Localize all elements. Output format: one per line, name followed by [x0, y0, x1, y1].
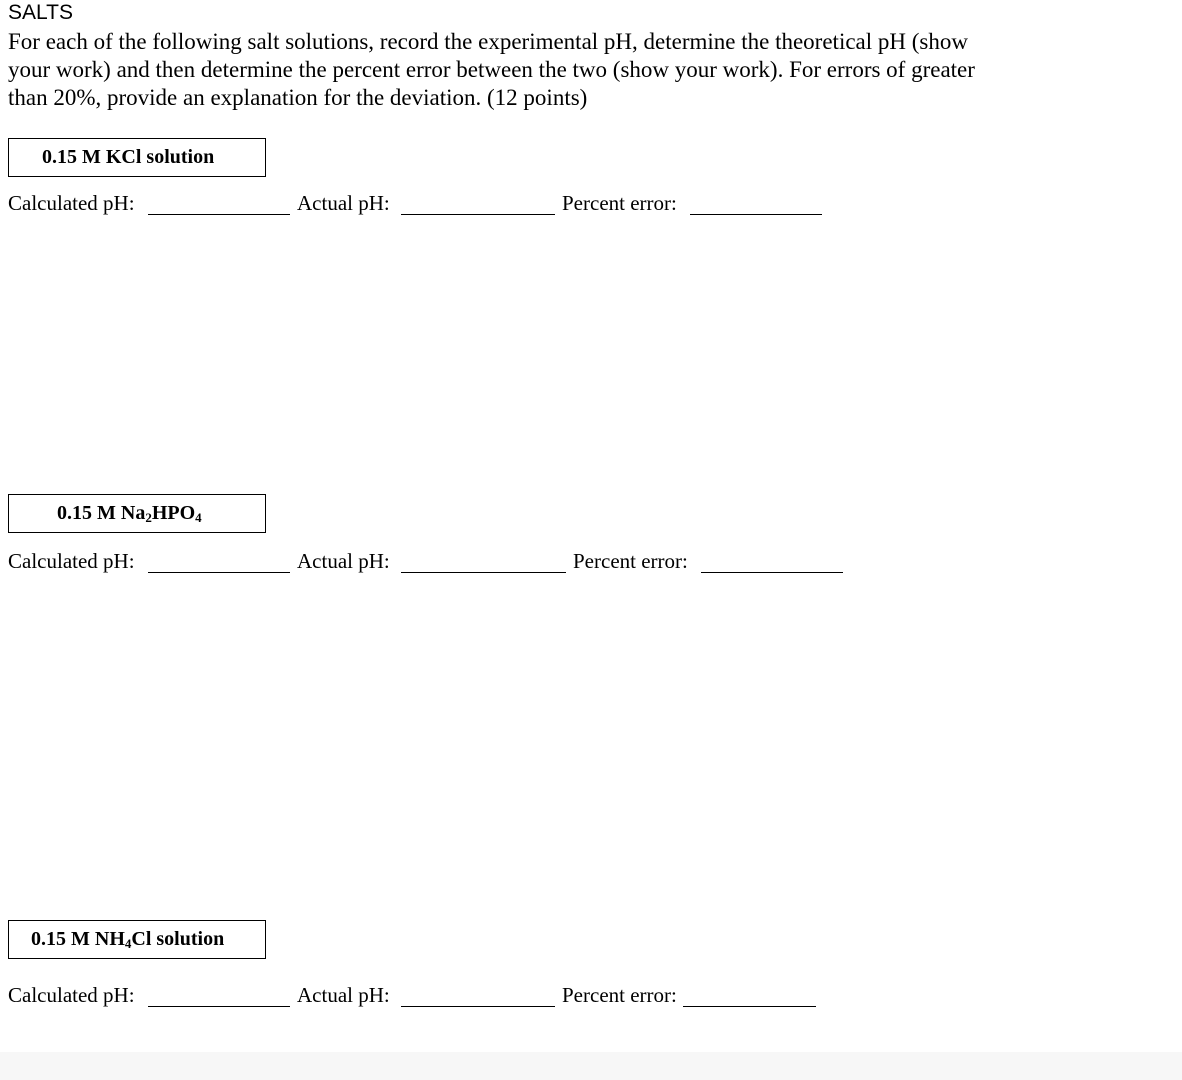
answer-row-na2hpo4 — [0, 548, 1182, 578]
answer-row-kcl — [0, 190, 1182, 220]
page-bottom-strip — [0, 1052, 1182, 1080]
percent-error-label: Percent error: — [562, 191, 677, 215]
actual-ph-blank-nh4cl[interactable] — [401, 1006, 555, 1007]
calculated-ph-blank-kcl[interactable] — [148, 214, 290, 215]
instructions-line-1: For each of the following salt solutions, record the experimental pH, determine the theoretical pH (show — [8, 29, 968, 54]
instructions-line-2: your work) and then determine the percent error between the two (show your work). For errors of greater — [8, 57, 975, 82]
instructions-line-3: than 20%, provide an explanation for the deviation. (12 points) — [8, 85, 588, 110]
actual-ph-blank-na2hpo4[interactable] — [401, 572, 566, 573]
percent-error-label: Percent error: — [573, 549, 688, 573]
percent-error-label: Percent error: — [562, 983, 677, 1007]
solution-title-box-kcl — [8, 138, 266, 177]
section-heading: SALTS — [8, 1, 73, 24]
solution-title-box-na2hpo4 — [8, 494, 266, 533]
solution-title-box-nh4cl — [8, 920, 266, 959]
instructions-paragraph — [8, 28, 1068, 112]
answer-row-nh4cl — [0, 982, 1182, 1012]
calculated-ph-label: Calculated pH: — [8, 983, 135, 1007]
calculated-ph-blank-nh4cl[interactable] — [148, 1006, 290, 1007]
solution-title-kcl: 0.15 M KCl solution — [42, 146, 215, 168]
calculated-ph-blank-na2hpo4[interactable] — [148, 572, 290, 573]
actual-ph-label: Actual pH: — [297, 549, 390, 573]
calculated-ph-label: Calculated pH: — [8, 549, 135, 573]
solution-title-na2hpo4: 0.15 M $Na_2HPO_4$ — [57, 502, 202, 525]
calculated-ph-label: Calculated pH: — [8, 191, 135, 215]
percent-error-blank-kcl[interactable] — [690, 214, 822, 215]
actual-ph-blank-kcl[interactable] — [401, 214, 555, 215]
actual-ph-label: Actual pH: — [297, 191, 390, 215]
actual-ph-label: Actual pH: — [297, 983, 390, 1007]
percent-error-blank-nh4cl[interactable] — [683, 1006, 816, 1007]
percent-error-blank-na2hpo4[interactable] — [701, 572, 843, 573]
solution-title-nh4cl: 0.15 M $NH_4Cl$ solution — [31, 928, 225, 951]
